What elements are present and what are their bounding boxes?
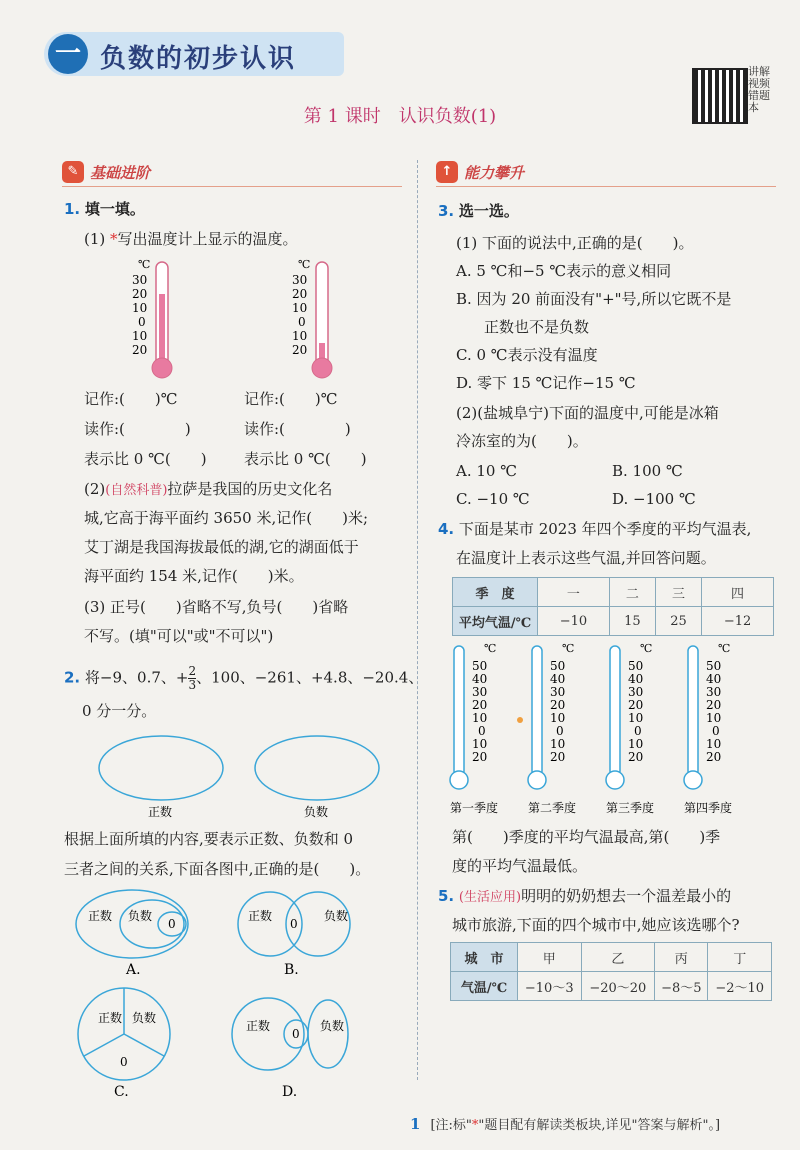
table-row	[453, 607, 774, 636]
positive-label: 正数	[148, 805, 173, 819]
q3-option-b-line2[interactable]: 正数也不是负数	[484, 318, 590, 336]
table-header: 季 度	[453, 578, 538, 607]
q4-tick: 40	[472, 672, 488, 686]
q2-line1	[64, 665, 423, 692]
q4-quarter-label: 第一季度	[450, 801, 499, 815]
q1-compare-right[interactable]: 表示比 0 ℃( )	[244, 450, 367, 468]
fraction-denominator: 3	[188, 678, 197, 692]
section-basic-icon: ✎	[62, 161, 84, 183]
q4-line1	[438, 520, 751, 539]
tick: 20	[292, 287, 308, 301]
q5-table	[450, 942, 772, 1001]
scale-left	[132, 273, 147, 357]
qr-label: 讲解视频错题本	[748, 65, 770, 114]
q4-tick: 10	[706, 711, 722, 725]
q1-part1-text: 写出温度计上显示的温度。	[117, 230, 298, 248]
tick: 10	[132, 329, 148, 343]
q4-tick: 20	[706, 750, 722, 764]
q4-tick: 20	[706, 698, 722, 712]
option-b-diagram[interactable]	[238, 892, 350, 978]
table-cell: −10～3	[518, 972, 582, 1001]
q4-tick: 50	[472, 659, 488, 673]
q2-classification-ovals	[96, 730, 396, 830]
b-pos: 正数	[248, 909, 273, 923]
q4-tick: 40	[550, 672, 566, 686]
unit-right: ℃	[298, 258, 311, 271]
footer-note-a: [注:标"	[430, 1118, 472, 1133]
section-basic-title: 基础进阶	[90, 163, 151, 182]
q4-answer-line2: 度的平均气温最低。	[452, 857, 588, 875]
q4-tick: 20	[550, 750, 566, 764]
q4-tick: 30	[706, 685, 722, 699]
q2-options	[70, 884, 370, 1104]
q4-bulb	[684, 771, 702, 789]
q1-part3-line2: 不写。(填"可以"或"不可以")	[84, 627, 274, 645]
d-zero: 0	[292, 1027, 300, 1041]
section-basic	[62, 158, 402, 187]
tick: 20	[132, 343, 148, 357]
q2-line2: 0 分一分。	[82, 702, 157, 720]
chapter-title: 负数的初步认识	[100, 44, 297, 74]
q3-part2-option-b[interactable]: B. 100 ℃	[612, 462, 683, 480]
q3-part2-option-d[interactable]: D. −100 ℃	[612, 490, 696, 508]
tick: 20	[292, 343, 308, 357]
q4-quarter-label: 第三季度	[606, 801, 655, 815]
section-advanced-title: 能力攀升	[464, 163, 525, 182]
section-advanced	[436, 158, 776, 187]
q1-title: 填一填。	[84, 200, 145, 218]
q3-part2-option-a[interactable]: A. 10 ℃	[456, 462, 518, 480]
q4-tick: 20	[628, 750, 644, 764]
q4-bulb	[528, 771, 546, 789]
q3-number: 3.	[438, 202, 455, 220]
q4-tick: 40	[706, 672, 722, 686]
q3-option-d[interactable]: D. 零下 15 ℃记作−15 ℃	[456, 374, 636, 392]
footer-star-icon: *	[471, 1118, 479, 1133]
q4-tick: 40	[628, 672, 644, 686]
tick: 10	[292, 329, 308, 343]
d-pos: 正数	[246, 1019, 271, 1033]
q4-tick: 50	[628, 659, 644, 673]
q4-tube[interactable]	[688, 646, 698, 776]
q4-quarter-label: 第四季度	[684, 801, 733, 815]
q3-part2-line1: (2)(盐城阜宁)下面的温度中,可能是冰箱	[456, 404, 719, 422]
c-pos: 正数	[98, 1011, 123, 1025]
dot-marker	[517, 717, 523, 723]
q5-line2: 城市旅游,下面的四个城市中,她应该选哪个?	[452, 916, 740, 934]
option-b-label: B.	[284, 962, 299, 978]
table-header: 气温/℃	[451, 972, 518, 1001]
q1-part2-line1	[84, 480, 332, 500]
table-cell: 三	[655, 578, 701, 607]
page-number: 1	[410, 1115, 421, 1133]
q4-tick: 10	[628, 737, 644, 751]
table-cell: 丙	[655, 943, 708, 972]
q1-part2-line3: 艾丁湖是我国海拔最低的湖,它的湖面低于	[84, 538, 359, 556]
q2-line3: 根据上面所填的内容,要表示正数、负数和 0	[64, 830, 354, 848]
c-neg: 负数	[132, 1011, 157, 1025]
q4-tick: 0	[712, 724, 720, 738]
q4-thermometers	[436, 640, 776, 820]
tick: 0	[138, 315, 146, 329]
q4-line2: 在温度计上表示这些气温,并回答问题。	[456, 549, 716, 567]
q4-tick: 0	[478, 724, 486, 738]
lesson-title: 第 1 课时 认识负数(1)	[303, 106, 497, 127]
q4-tick: 20	[628, 698, 644, 712]
b-zero: 0	[290, 917, 298, 931]
q5-number: 5.	[438, 887, 455, 905]
tick: 10	[132, 301, 148, 315]
q1-part2-line2: 城,它高于海平面约 3650 米,记作( )米;	[84, 509, 369, 527]
table-row	[451, 943, 772, 972]
q4-tick: 20	[472, 698, 488, 712]
option-a-label: A.	[126, 962, 141, 978]
q1-part2-text: 拉萨是我国的历史文化名	[167, 480, 333, 498]
q5-line1	[438, 887, 731, 907]
q3-part2-option-c[interactable]: C. −10 ℃	[456, 490, 530, 508]
negative-label: 负数	[304, 805, 329, 819]
q1-heading	[64, 200, 145, 219]
q1-read-right[interactable]: 读作:( )	[244, 420, 351, 438]
q3-heading	[438, 202, 519, 221]
q3-option-c[interactable]: C. 0 ℃表示没有温度	[456, 346, 598, 364]
q4-tick: 10	[706, 737, 722, 751]
table-row	[453, 578, 774, 607]
tick: 30	[132, 273, 148, 287]
q4-tick: 10	[550, 737, 566, 751]
star-icon: *	[110, 230, 118, 248]
q3-option-a[interactable]: A. 5 ℃和−5 ℃表示的意义相同	[456, 262, 672, 280]
bulb-left	[152, 358, 172, 378]
q2-number: 2.	[64, 668, 81, 687]
q1-part1-prefix: (1)	[84, 230, 111, 248]
fraction-numerator: 2	[188, 664, 197, 678]
fraction	[188, 665, 196, 692]
b-neg: 负数	[324, 909, 349, 923]
q1-part2-line4: 海平面约 154 米,记作( )米。	[84, 567, 304, 585]
table-header: 城 市	[451, 943, 518, 972]
q3-part2-line2: 冷冻室的为( )。	[456, 432, 588, 450]
a-neg: 负数	[128, 909, 153, 923]
table-cell: 25	[655, 607, 701, 636]
table-cell: −12	[702, 607, 774, 636]
q4-text: 下面是某市 2023 年四个季度的平均气温表,	[458, 520, 752, 538]
q1-number: 1.	[64, 200, 81, 218]
q4-unit: ℃	[484, 642, 497, 655]
q2-text-b: 、100、−261、+4.8、−20.4、	[196, 668, 424, 687]
q4-unit: ℃	[562, 642, 575, 655]
table-row	[451, 972, 772, 1001]
q3-part1: (1) 下面的说法中,正确的是( )。	[456, 234, 694, 252]
q2-line4: 三者之间的关系,下面各图中,正确的是( )。	[64, 860, 371, 878]
q4-table	[452, 577, 774, 636]
q4-tick: 0	[634, 724, 642, 738]
q4-tube[interactable]	[532, 646, 542, 776]
option-d-diagram[interactable]	[232, 998, 348, 1100]
q3-title: 选一选。	[458, 202, 519, 220]
c-zero: 0	[120, 1055, 128, 1069]
footer-note-b: "题目配有解读类板块,详见"答案与解析"。]	[478, 1118, 721, 1133]
q1-read-left[interactable]: 读作:( )	[84, 420, 191, 438]
q4-answer-line1[interactable]: 第( )季度的平均气温最高,第( )季	[452, 828, 721, 846]
option-c-diagram[interactable]	[78, 988, 170, 1100]
table-cell: 四	[702, 578, 774, 607]
thermometers-q1	[120, 254, 400, 384]
option-d-label: D.	[282, 1084, 298, 1100]
q4-unit: ℃	[718, 642, 731, 655]
q4-tick: 10	[550, 711, 566, 725]
negative-oval[interactable]	[255, 736, 379, 800]
q5-text: 明明的奶奶想去一个温差最小的	[521, 887, 732, 905]
tick: 0	[298, 315, 306, 329]
positive-oval[interactable]	[99, 736, 223, 800]
q4-tick: 10	[628, 711, 644, 725]
q1-record-right[interactable]: 记作:( )℃	[244, 390, 338, 408]
q1-part2-prefix: (2)	[84, 480, 106, 498]
q4-bulb	[606, 771, 624, 789]
q4-tick: 10	[472, 737, 488, 751]
q4-tick: 10	[472, 711, 488, 725]
bulb-right	[312, 358, 332, 378]
q1-compare-left[interactable]: 表示比 0 ℃( )	[84, 450, 207, 468]
q1-part1	[84, 230, 298, 249]
table-cell: 二	[609, 578, 655, 607]
option-c-label: C.	[114, 1084, 129, 1100]
table-cell: −8～5	[655, 972, 708, 1001]
footer-note	[410, 1114, 720, 1133]
q4-unit: ℃	[640, 642, 653, 655]
q4-tick: 30	[472, 685, 488, 699]
q4-tick: 30	[550, 685, 566, 699]
scale-right	[292, 273, 307, 357]
q1-part3-line1: (3) 正号( )省略不写,负号( )省略	[84, 598, 349, 616]
mercury-left	[159, 294, 165, 368]
q4-number: 4.	[438, 520, 455, 538]
table-cell: 15	[609, 607, 655, 636]
tag-life: (生活应用)	[458, 890, 522, 905]
table-cell: 乙	[581, 943, 655, 972]
tick: 20	[132, 287, 148, 301]
q2-text-a: 将−9、0.7、+	[84, 668, 189, 687]
tag-science: (自然科普)	[105, 483, 168, 498]
column-divider	[417, 160, 418, 1080]
unit-left: ℃	[138, 258, 151, 271]
table-cell: −10	[538, 607, 610, 636]
q4-tick: 20	[550, 698, 566, 712]
q1-record-left[interactable]: 记作:( )℃	[84, 390, 178, 408]
chapter-number: 一	[48, 34, 88, 74]
option-a-diagram[interactable]	[76, 890, 188, 978]
d-neg: 负数	[320, 1019, 345, 1033]
q4-tick: 0	[556, 724, 564, 738]
a-pos: 正数	[88, 909, 113, 923]
table-cell: 甲	[518, 943, 582, 972]
q4-tube[interactable]	[454, 646, 464, 776]
q4-tick: 30	[628, 685, 644, 699]
tick: 10	[292, 301, 308, 315]
table-cell: −20～20	[581, 972, 655, 1001]
q4-tick: 20	[472, 750, 488, 764]
table-cell: 一	[538, 578, 610, 607]
a-zero: 0	[168, 917, 176, 931]
q4-tube[interactable]	[610, 646, 620, 776]
q4-tick: 50	[706, 659, 722, 673]
q3-option-b-line1[interactable]: B. 因为 20 前面没有"+"号,所以它既不是	[456, 290, 732, 308]
q4-tick: 50	[550, 659, 566, 673]
section-advanced-icon: ↑	[436, 161, 458, 183]
q4-quarter-label: 第二季度	[528, 801, 577, 815]
q4-bulb	[450, 771, 468, 789]
table-header: 平均气温/℃	[453, 607, 538, 636]
tick: 30	[292, 273, 308, 287]
table-cell: 丁	[708, 943, 772, 972]
table-cell: −2～10	[708, 972, 772, 1001]
